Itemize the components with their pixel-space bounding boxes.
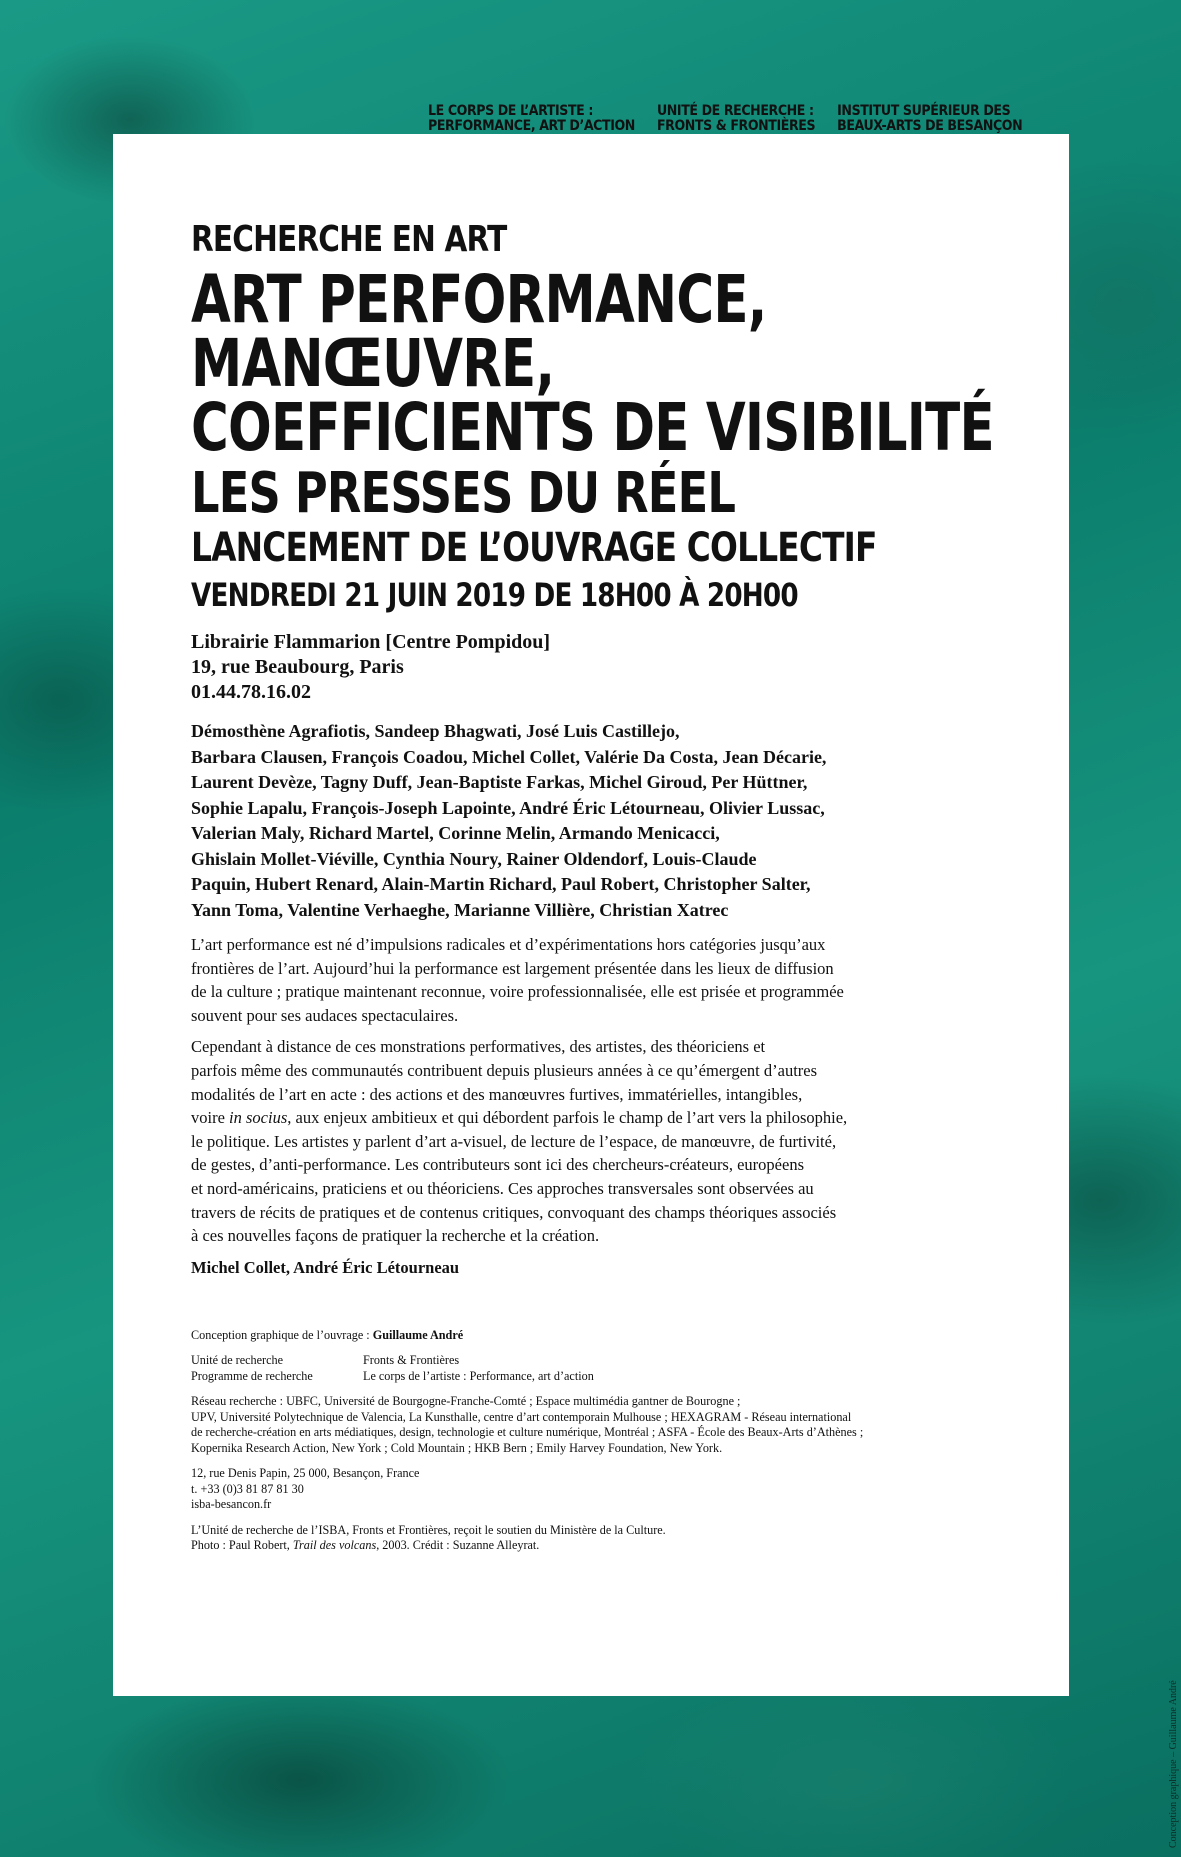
title-line: MANŒUVRE, [191,325,555,402]
paragraph-line: à ces nouvelles façons de pratiquer la recherche et la création. [191,1226,600,1246]
venue-name: Librairie Flammarion [Centre Pompidou] [191,631,551,653]
kicker: RECHERCHE EN ART [191,219,507,260]
poster-content [191,220,1011,1554]
paragraph-line: le politique. Les artistes y parlent d’art a-visuel, de lecture de l’espace, de manœuvre, de furtivité, [191,1131,837,1151]
header-col-unite-line1: UNITÉ DE RECHERCHE : [656,103,814,119]
header-col-unite-line2: FRONTS & FRONTIÈRES [656,118,816,134]
contributors-list [191,719,1011,923]
unit-value: Fronts & Frontières [363,1353,460,1368]
photo-title: Trail des volcans [292,1538,377,1553]
line-text: voire [191,1108,230,1128]
body-paragraph [191,1035,1011,1247]
venue [191,630,1011,705]
research-network [191,1394,1011,1456]
header-col-institut-line2: BEAUX-ARTS DE BESANÇON [837,118,1023,134]
program-value: Le corps de l’artiste : Performance, art d’action [363,1368,594,1383]
title-line: COEFFICIENTS DE VISIBILITÉ [191,389,994,466]
paragraph-line: modalités de l’art en acte : des actions et des manœuvres furtives, immatérielles, intangibles, [191,1084,803,1104]
support-credits [191,1523,1011,1554]
photo-credit-post: , 2003. Crédit : Suzanne Alleyrat. [376,1538,540,1553]
header-col-institut [837,104,1022,134]
paragraph-line: Cependant à distance de ces monstrations performatives, des artistes, des théoriciens et [191,1037,766,1057]
paragraph-line: frontières de l’art. Aujourd’hui la performance est largement présentée dans les lieux de diffusion [191,958,834,978]
research-grid [191,1353,1011,1384]
contributors-line: Ghislain Mollet-Viéville, Cynthia Noury, Rainer Oldendorf, Louis-Claude [191,848,757,869]
phone-line: t. +33 (0)3 81 87 81 30 [191,1481,304,1496]
header-col-corps [428,104,635,134]
network-line: UPV, Université Polytechnique de Valencia, La Kunsthalle, centre d’art contemporain Mulhouse ; HEXAGRAM - Réseau international [191,1409,852,1424]
header-col-institut-line1: INSTITUT SUPÉRIEUR DES [837,103,1011,119]
paragraph-line [191,1106,1011,1130]
paragraph-line: de gestes, d’anti-performance. Les contributeurs sont ici des chercheurs-créateurs, européens [191,1155,804,1175]
design-credit-name: Guillaume André [372,1327,464,1342]
title-line: ART PERFORMANCE, [191,261,767,338]
intro-paragraph [191,933,1011,1027]
editors: Michel Collet, André Éric Létourneau [191,1257,460,1277]
venue-phone: 01.44.78.16.02 [191,681,311,703]
support-line: L’Unité de recherche de l’ISBA, Fronts et Frontières, reçoit le soutien du Ministère de la Culture. [191,1522,666,1537]
contributors-line: Démosthène Agrafiotis, Sandeep Bhagwati, José Luis Castillejo, [191,721,680,741]
contributors-line: Sophie Lapalu, François-Joseph Lapointe, André Éric Létourneau, Olivier Lussac, [191,797,825,818]
paragraph-line: et nord-américains, praticiens et ou théoriciens. Ces approches transversales sont observées au [191,1178,814,1198]
header-institutions [428,104,1068,134]
website-link[interactable]: isba-besancon.fr [191,1497,272,1512]
photo-credit-pre: Photo : Paul Robert, [191,1538,293,1553]
paragraph-line: L’art performance est né d’impulsions radicales et d’expérimentations hors catégories jusqu’aux [191,935,826,954]
contributors-line: Barbara Clausen, François Coadou, Michel Collet, Valérie Da Costa, Jean Décarie, [191,746,827,767]
contact-address [191,1466,1011,1513]
program-label: Programme de recherche [191,1368,313,1383]
header-col-corps-line2: PERFORMANCE, ART D’ACTION [428,118,635,134]
unit-label: Unité de recherche [191,1353,284,1368]
header-col-corps-line1: LE CORPS DE L’ARTISTE : [428,103,593,119]
contributors-line: Paquin, Hubert Renard, Alain-Martin Richard, Paul Robert, Christopher Salter, [191,874,811,894]
paragraph-line: de la culture ; pratique maintenant reconnue, voire professionnalisée, elle est prisée et programmée [191,982,844,1002]
paragraph-line: parfois même des communautés contribuent depuis plusieurs années à ce qu’émergent d’autres [191,1060,818,1080]
poster-title [191,261,994,466]
network-line: Kopernika Research Action, New York ; Cold Mountain ; HKB Bern ; Emily Harvey Foundation, New York. [191,1440,723,1455]
credits-block [191,1328,1011,1554]
contributors-line: Laurent Devèze, Tagny Duff, Jean-Baptiste Farkas, Michel Giroud, Per Hüttner, [191,772,808,792]
design-credit-label: Conception graphique de l’ouvrage : [191,1327,373,1342]
venue-address: 19, rue Beaubourg, Paris [191,656,404,678]
italic-term: in socius [229,1108,288,1128]
line-text: , aux enjeux ambitieux et qui débordent parfois le champ de l’art vers la philosophie, [287,1108,848,1128]
address-line: 12, rue Denis Papin, 25 000, Besançon, France [191,1466,420,1481]
network-line: Réseau recherche : UBFC, Université de Bourgogne-Franche-Comté ; Espace multimédia gantner de Bourogne ; [191,1394,741,1409]
design-credit [191,1328,1011,1344]
contributors-line: Valerian Maly, Richard Martel, Corinne Melin, Armando Menicacci, [191,823,720,843]
contributors-line: Yann Toma, Valentine Verhaeghe, Marianne Villière, Christian Xatrec [191,899,729,920]
poster-panel [113,134,1069,1696]
publisher: LES PRESSES DU RÉEL [191,461,736,526]
network-line: de recherche-création en arts médiatiques, design, technologie et culture numérique, Montréal ; ASFA - École des Beaux-Arts d’Athènes ; [191,1425,864,1440]
header-col-unite [657,104,815,134]
paragraph-line: souvent pour ses audaces spectaculaires. [191,1005,459,1025]
launch-heading: LANCEMENT DE L’OUVRAGE COLLECTIF [191,525,877,571]
event-date: VENDREDI 21 JUIN 2019 DE 18H00 À 20H00 [191,576,798,614]
side-design-credit: Conception graphique – Guillaume André [1168,1680,1179,1848]
paragraph-line: travers de récits de pratiques et de contenus critiques, convoquant des champs théoriques associés [191,1202,837,1222]
photo-credit [191,1538,1011,1554]
